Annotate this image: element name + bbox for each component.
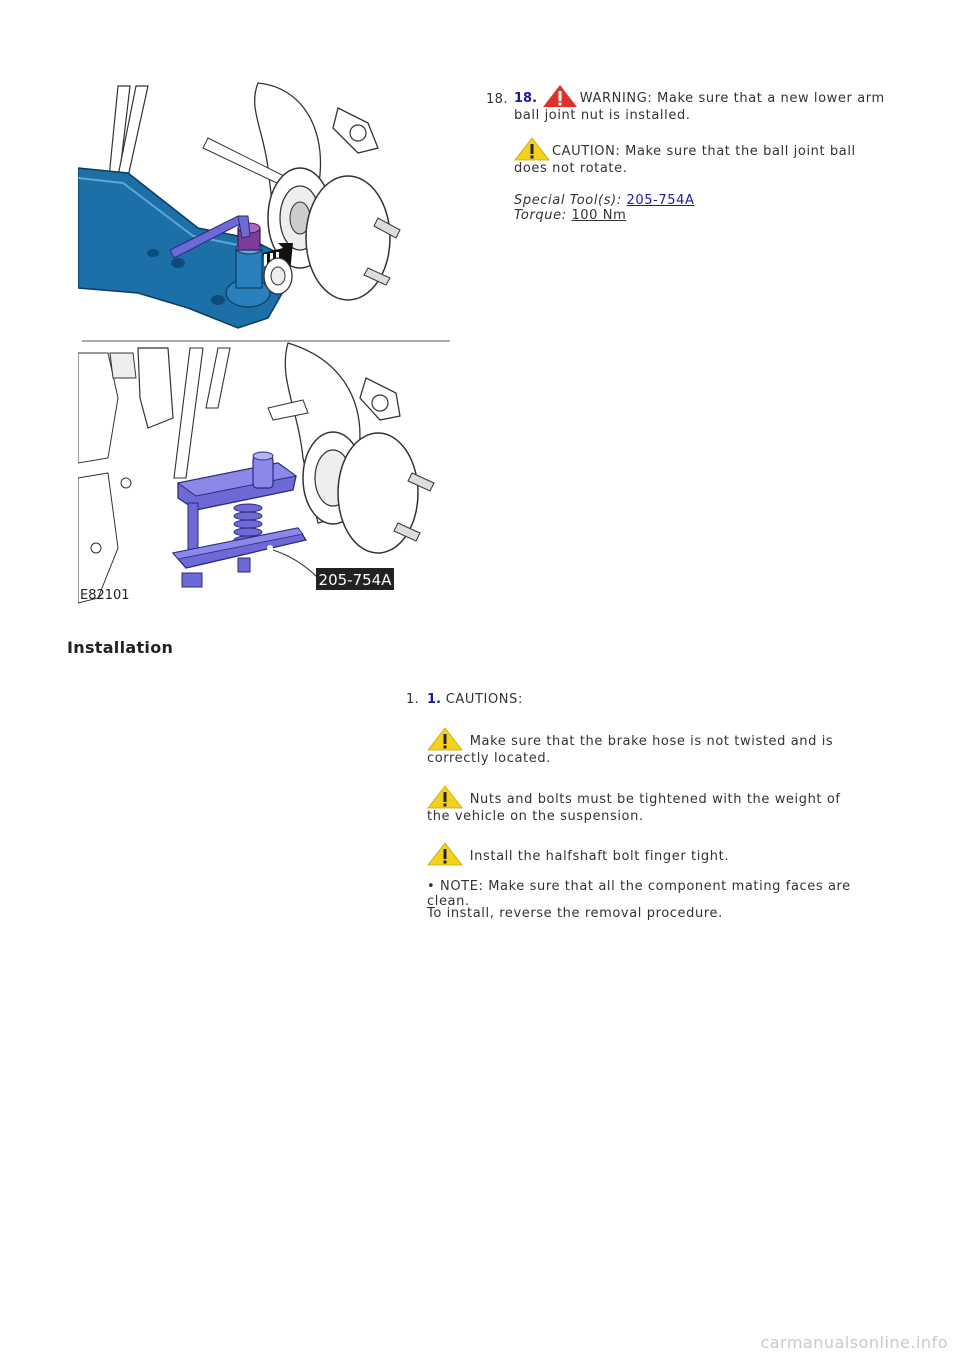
- installation-heading: Installation: [67, 638, 174, 657]
- special-tool-link[interactable]: 205-754A: [626, 193, 695, 208]
- step-1-heading: [427, 692, 523, 707]
- step-1-caution-3-text: Install the halfshaft bolt finger tight.: [469, 849, 730, 864]
- ball-joint-separator-view: [78, 343, 434, 603]
- caution-icon: [427, 842, 463, 866]
- caution-icon: [427, 785, 463, 809]
- step-18-caution-text: CAUTION: Make sure that the ball joint ball does not rotate.: [514, 144, 856, 176]
- step-18-number: 18.: [486, 92, 508, 107]
- step-18-caution: [514, 137, 884, 176]
- torque-label: Torque:: [514, 208, 567, 223]
- torque-value: 100 Nm: [571, 208, 627, 223]
- step-1-caution-2-text: Nuts and bolts must be tightened with the weight of the vehicle on the suspension.: [427, 792, 841, 824]
- step-18-warning-text: WARNING: Make sure that a new lower arm ball joint nut is installed.: [514, 91, 885, 123]
- step-1-inline-number: 1.: [427, 692, 441, 707]
- step-18-special-tools: [514, 193, 694, 208]
- caution-icon: [514, 137, 550, 161]
- suspension-illustration: [78, 78, 454, 608]
- step-1-instruction: To install, reverse the removal procedure.: [427, 906, 723, 921]
- step-1-caution-1: [427, 727, 877, 766]
- step-18-torque: [514, 208, 626, 223]
- figure-code: E82101: [80, 588, 130, 603]
- figure-tool-label: 205-754A: [318, 571, 392, 589]
- watermark: carmanualsonline.info: [760, 1333, 948, 1352]
- step-1-caution-1-text: Make sure that the brake hose is not twisted and is correctly located.: [427, 734, 834, 766]
- special-tools-label: Special Tool(s):: [514, 193, 622, 208]
- warning-icon: [542, 84, 578, 108]
- step-1-cautions-label: CAUTIONS:: [445, 692, 523, 707]
- caution-icon: [427, 727, 463, 751]
- step-1-number: 1.: [406, 692, 420, 707]
- step-18-warning: [514, 84, 894, 123]
- lower-arm-view: [78, 83, 400, 328]
- step-1-note: • NOTE: Make sure that all the component mating faces are clean.: [427, 879, 851, 909]
- step-1-caution-2: [427, 785, 867, 824]
- step-1-caution-3: [427, 842, 877, 866]
- step-18-inline-number: 18.: [514, 91, 538, 106]
